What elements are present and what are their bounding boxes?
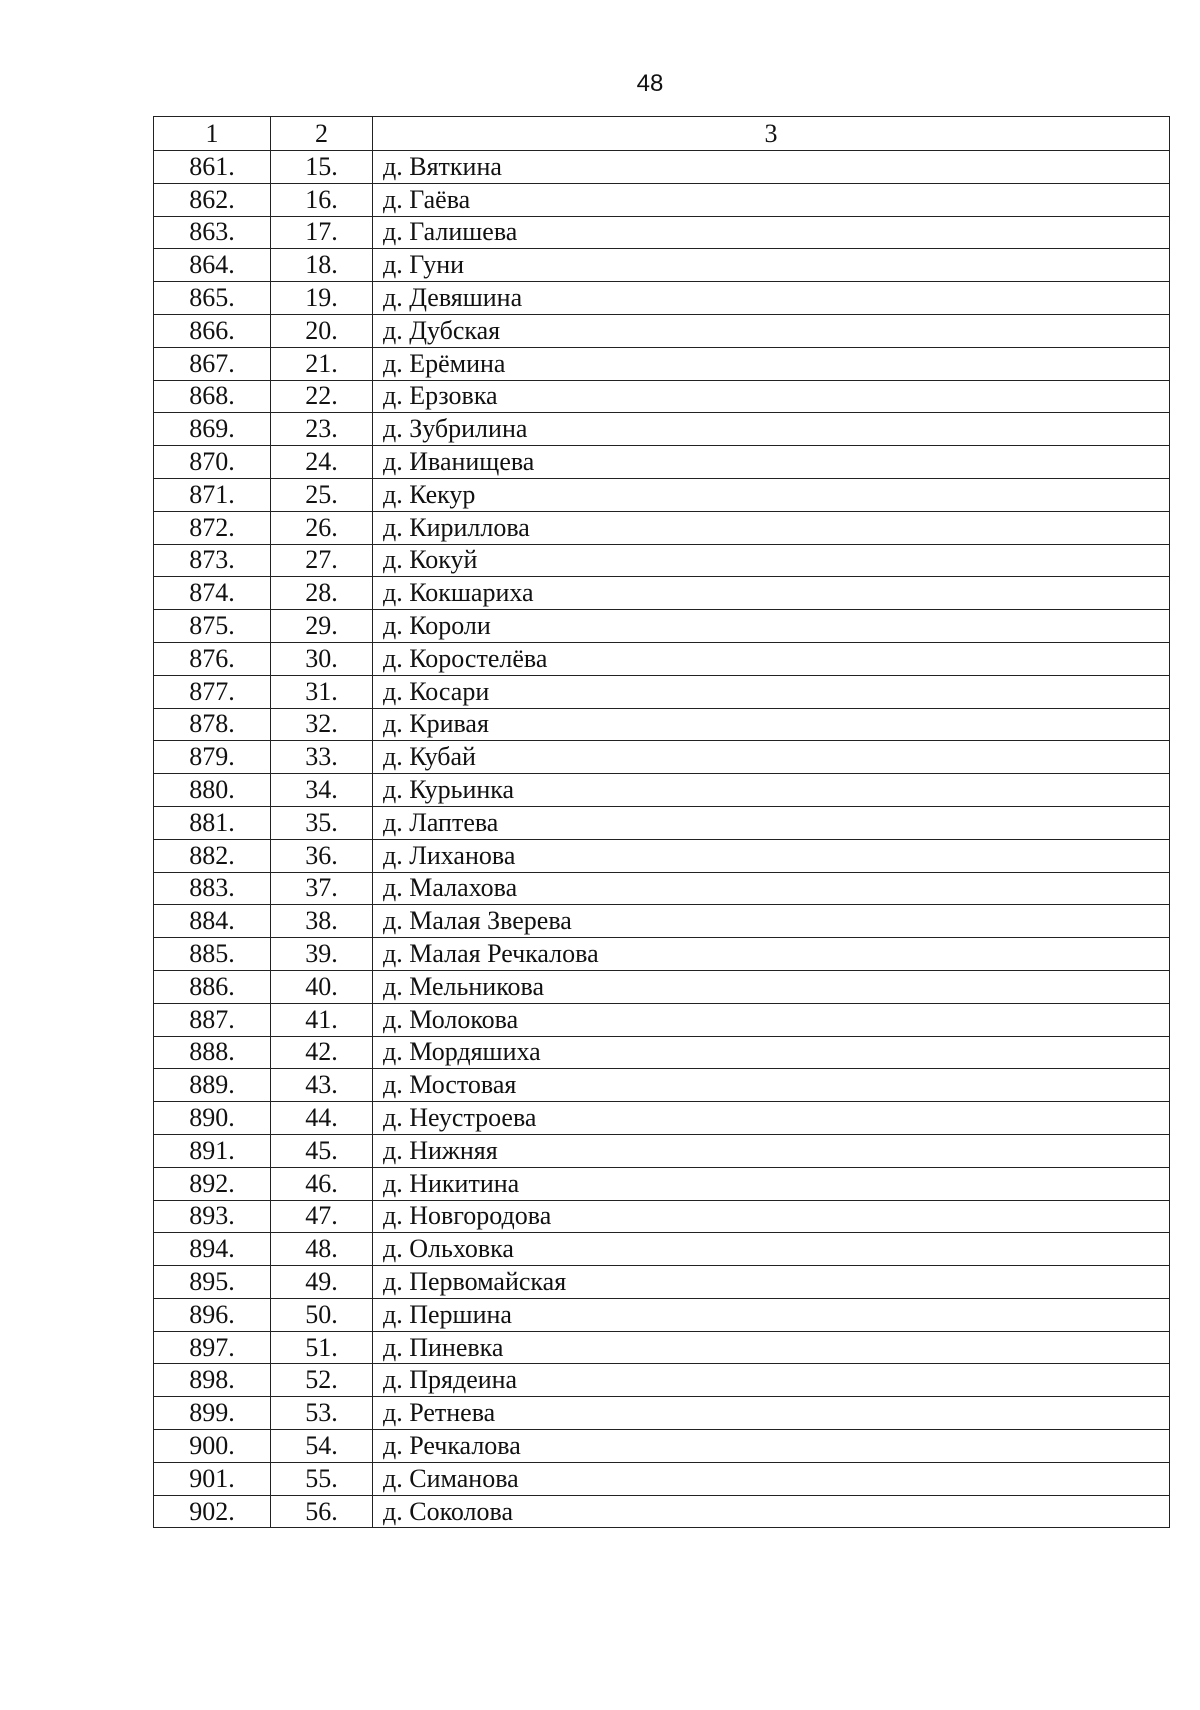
sub-number-cell: 55. [271, 1462, 373, 1495]
settlement-name-cell: д. Пиневка [373, 1331, 1170, 1364]
sub-number-cell: 36. [271, 839, 373, 872]
settlement-name-cell: д. Девяшина [373, 282, 1170, 315]
sub-number-cell: 15. [271, 151, 373, 184]
sub-number-cell: 52. [271, 1364, 373, 1397]
row-number-cell: 869. [154, 413, 271, 446]
table-row [154, 1200, 1170, 1233]
settlement-name-cell: д. Иванищева [373, 446, 1170, 479]
table-row [154, 741, 1170, 774]
settlement-name-cell: д. Косари [373, 675, 1170, 708]
row-number-cell: 870. [154, 446, 271, 479]
sub-number-cell: 49. [271, 1266, 373, 1299]
settlement-name-cell: д. Никитина [373, 1167, 1170, 1200]
table-row [154, 380, 1170, 413]
table-row [154, 970, 1170, 1003]
sub-number-cell: 22. [271, 380, 373, 413]
sub-number-cell: 39. [271, 938, 373, 971]
row-number-cell: 875. [154, 610, 271, 643]
sub-number-cell: 44. [271, 1102, 373, 1135]
table-row [154, 249, 1170, 282]
table-row [154, 314, 1170, 347]
settlement-name-cell: д. Неустроева [373, 1102, 1170, 1135]
row-number-cell: 866. [154, 314, 271, 347]
row-number-cell: 896. [154, 1298, 271, 1331]
table-row [154, 774, 1170, 807]
row-number-cell: 890. [154, 1102, 271, 1135]
sub-number-cell: 41. [271, 1003, 373, 1036]
settlement-name-cell: д. Кубай [373, 741, 1170, 774]
table-body [154, 117, 1170, 1528]
row-number-cell: 879. [154, 741, 271, 774]
header-cell-3: 3 [373, 117, 1170, 151]
row-number-cell: 868. [154, 380, 271, 413]
sub-number-cell: 23. [271, 413, 373, 446]
sub-number-cell: 28. [271, 577, 373, 610]
settlement-name-cell: д. Прядеина [373, 1364, 1170, 1397]
sub-number-cell: 20. [271, 314, 373, 347]
settlement-name-cell: д. Мельникова [373, 970, 1170, 1003]
row-number-cell: 873. [154, 544, 271, 577]
row-number-cell: 902. [154, 1495, 271, 1528]
sub-number-cell: 35. [271, 806, 373, 839]
row-number-cell: 895. [154, 1266, 271, 1299]
row-number-cell: 901. [154, 1462, 271, 1495]
sub-number-cell: 25. [271, 478, 373, 511]
settlement-name-cell: д. Коростелёва [373, 642, 1170, 675]
row-number-cell: 863. [154, 216, 271, 249]
row-number-cell: 861. [154, 151, 271, 184]
sub-number-cell: 42. [271, 1036, 373, 1069]
table-row [154, 675, 1170, 708]
settlement-name-cell: д. Речкалова [373, 1430, 1170, 1463]
table-row [154, 347, 1170, 380]
sub-number-cell: 47. [271, 1200, 373, 1233]
sub-number-cell: 46. [271, 1167, 373, 1200]
settlement-name-cell: д. Зубрилина [373, 413, 1170, 446]
settlement-name-cell: д. Лаптева [373, 806, 1170, 839]
settlement-name-cell: д. Ретнева [373, 1397, 1170, 1430]
page-number: 48 [636, 70, 664, 97]
sub-number-cell: 29. [271, 610, 373, 643]
sub-number-cell: 54. [271, 1430, 373, 1463]
settlement-name-cell: д. Нижняя [373, 1134, 1170, 1167]
table-row [154, 1102, 1170, 1135]
table-row [154, 708, 1170, 741]
row-number-cell: 885. [154, 938, 271, 971]
row-number-cell: 893. [154, 1200, 271, 1233]
sub-number-cell: 50. [271, 1298, 373, 1331]
table-row [154, 151, 1170, 184]
row-number-cell: 881. [154, 806, 271, 839]
settlement-name-cell: д. Кокуй [373, 544, 1170, 577]
sub-number-cell: 32. [271, 708, 373, 741]
settlement-name-cell: д. Першина [373, 1298, 1170, 1331]
table-row [154, 413, 1170, 446]
sub-number-cell: 37. [271, 872, 373, 905]
settlement-name-cell: д. Новгородова [373, 1200, 1170, 1233]
sub-number-cell: 17. [271, 216, 373, 249]
table-row [154, 1134, 1170, 1167]
sub-number-cell: 18. [271, 249, 373, 282]
settlement-name-cell: д. Симанова [373, 1462, 1170, 1495]
sub-number-cell: 34. [271, 774, 373, 807]
sub-number-cell: 30. [271, 642, 373, 675]
row-number-cell: 878. [154, 708, 271, 741]
row-number-cell: 892. [154, 1167, 271, 1200]
table-row [154, 1036, 1170, 1069]
settlement-name-cell: д. Короли [373, 610, 1170, 643]
table-row [154, 511, 1170, 544]
settlement-name-cell: д. Кокшариха [373, 577, 1170, 610]
row-number-cell: 888. [154, 1036, 271, 1069]
table-row [154, 642, 1170, 675]
table-row [154, 1167, 1170, 1200]
table-row [154, 478, 1170, 511]
table-row [154, 1298, 1170, 1331]
table-row [154, 216, 1170, 249]
row-number-cell: 871. [154, 478, 271, 511]
row-number-cell: 865. [154, 282, 271, 315]
sub-number-cell: 33. [271, 741, 373, 774]
settlement-name-cell: д. Гаёва [373, 183, 1170, 216]
table-row [154, 183, 1170, 216]
row-number-cell: 877. [154, 675, 271, 708]
settlement-name-cell: д. Малахова [373, 872, 1170, 905]
table-row [154, 1331, 1170, 1364]
settlement-name-cell: д. Галишева [373, 216, 1170, 249]
settlement-name-cell: д. Мостовая [373, 1069, 1170, 1102]
table-row [154, 544, 1170, 577]
sub-number-cell: 43. [271, 1069, 373, 1102]
settlements-table [153, 116, 1170, 1528]
sub-number-cell: 53. [271, 1397, 373, 1430]
settlement-name-cell: д. Ерёмина [373, 347, 1170, 380]
sub-number-cell: 40. [271, 970, 373, 1003]
row-number-cell: 876. [154, 642, 271, 675]
row-number-cell: 900. [154, 1430, 271, 1463]
settlement-name-cell: д. Курьинка [373, 774, 1170, 807]
settlement-name-cell: д. Гуни [373, 249, 1170, 282]
table-row [154, 872, 1170, 905]
header-cell-2: 2 [271, 117, 373, 151]
table-row [154, 1233, 1170, 1266]
row-number-cell: 880. [154, 774, 271, 807]
table-row [154, 806, 1170, 839]
settlement-name-cell: д. Мордяшиха [373, 1036, 1170, 1069]
row-number-cell: 897. [154, 1331, 271, 1364]
settlement-name-cell: д. Малая Зверева [373, 905, 1170, 938]
table-row [154, 905, 1170, 938]
row-number-cell: 887. [154, 1003, 271, 1036]
row-number-cell: 889. [154, 1069, 271, 1102]
table-row [154, 577, 1170, 610]
row-number-cell: 899. [154, 1397, 271, 1430]
table-row [154, 1069, 1170, 1102]
sub-number-cell: 24. [271, 446, 373, 479]
sub-number-cell: 19. [271, 282, 373, 315]
sub-number-cell: 27. [271, 544, 373, 577]
table-row [154, 446, 1170, 479]
row-number-cell: 862. [154, 183, 271, 216]
settlement-name-cell: д. Малая Речкалова [373, 938, 1170, 971]
settlement-name-cell: д. Ольховка [373, 1233, 1170, 1266]
table-row [154, 839, 1170, 872]
settlement-name-cell: д. Соколова [373, 1495, 1170, 1528]
table-row [154, 1003, 1170, 1036]
settlement-name-cell: д. Кривая [373, 708, 1170, 741]
table-row [154, 1364, 1170, 1397]
row-number-cell: 882. [154, 839, 271, 872]
sub-number-cell: 48. [271, 1233, 373, 1266]
sub-number-cell: 45. [271, 1134, 373, 1167]
row-number-cell: 884. [154, 905, 271, 938]
table-row [154, 610, 1170, 643]
sub-number-cell: 31. [271, 675, 373, 708]
table-row [154, 1397, 1170, 1430]
settlement-name-cell: д. Дубская [373, 314, 1170, 347]
row-number-cell: 867. [154, 347, 271, 380]
row-number-cell: 874. [154, 577, 271, 610]
row-number-cell: 883. [154, 872, 271, 905]
settlement-name-cell: д. Лиханова [373, 839, 1170, 872]
table-row [154, 282, 1170, 315]
settlement-name-cell: д. Кекур [373, 478, 1170, 511]
sub-number-cell: 38. [271, 905, 373, 938]
table-row [154, 1430, 1170, 1463]
row-number-cell: 886. [154, 970, 271, 1003]
row-number-cell: 872. [154, 511, 271, 544]
settlement-name-cell: д. Кириллова [373, 511, 1170, 544]
sub-number-cell: 51. [271, 1331, 373, 1364]
table-row [154, 1495, 1170, 1528]
settlement-name-cell: д. Первомайская [373, 1266, 1170, 1299]
row-number-cell: 894. [154, 1233, 271, 1266]
settlement-name-cell: д. Ерзовка [373, 380, 1170, 413]
settlement-name-cell: д. Вяткина [373, 151, 1170, 184]
sub-number-cell: 21. [271, 347, 373, 380]
sub-number-cell: 56. [271, 1495, 373, 1528]
sub-number-cell: 26. [271, 511, 373, 544]
table-row [154, 1266, 1170, 1299]
settlement-name-cell: д. Молокова [373, 1003, 1170, 1036]
sub-number-cell: 16. [271, 183, 373, 216]
header-cell-1: 1 [154, 117, 271, 151]
table-header-row [154, 117, 1170, 151]
row-number-cell: 898. [154, 1364, 271, 1397]
row-number-cell: 891. [154, 1134, 271, 1167]
row-number-cell: 864. [154, 249, 271, 282]
table-row [154, 938, 1170, 971]
table-row [154, 1462, 1170, 1495]
